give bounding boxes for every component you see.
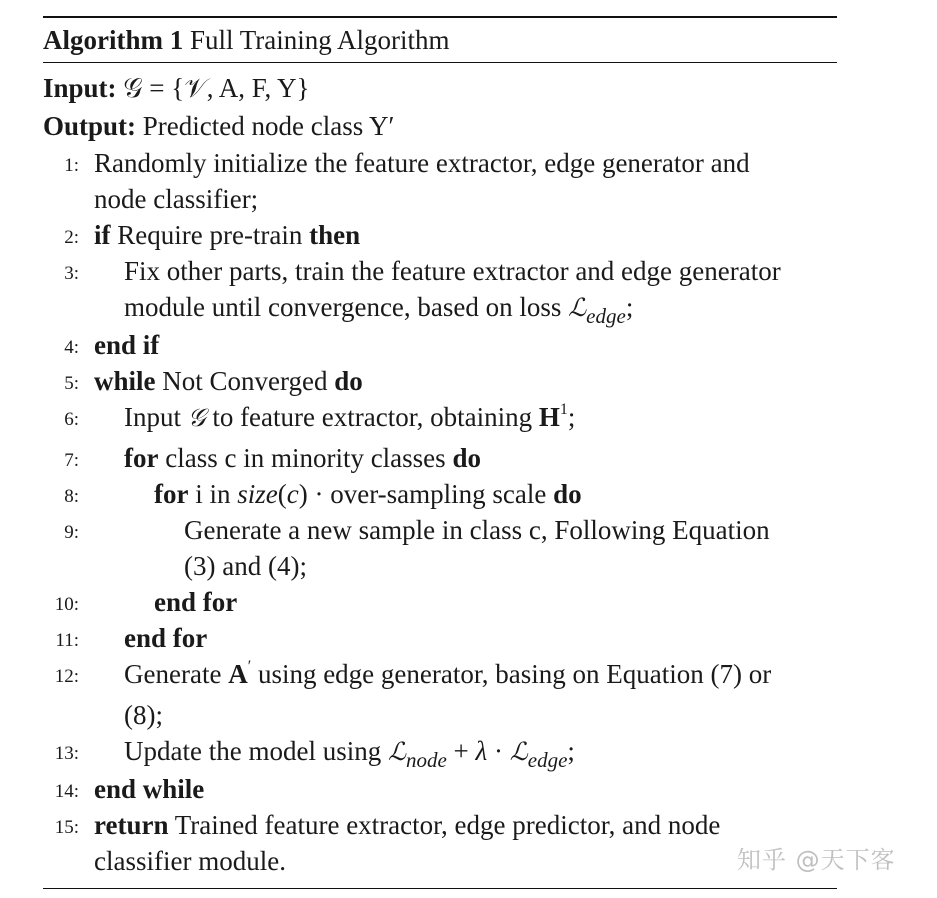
text-segment: ) · over-sampling scale <box>298 479 554 509</box>
algorithm-label: Algorithm 1 <box>43 25 184 55</box>
math-token: edge <box>527 748 568 772</box>
text-segment: i in <box>188 479 238 509</box>
line-text <box>124 292 634 328</box>
math-token: A <box>228 659 248 689</box>
line-number: 7: <box>64 450 79 471</box>
text-segment: (3) and (4); <box>184 551 307 581</box>
line-number: 6: <box>64 409 79 430</box>
bottom-rule <box>43 888 837 889</box>
output-value: Predicted node class Y′ <box>142 111 395 141</box>
line-number: 5: <box>64 373 79 394</box>
text-segment: ; <box>567 736 575 766</box>
algorithm-line <box>43 327 837 363</box>
algorithm-steps <box>43 145 837 879</box>
keyword: if <box>94 220 111 250</box>
line-text <box>124 700 163 730</box>
algorithm-line <box>43 584 837 620</box>
algorithm-line <box>43 363 837 399</box>
text-segment: Input <box>124 402 188 432</box>
text-segment: ( <box>277 479 287 509</box>
text-segment: module until convergence, based on loss <box>124 292 569 322</box>
line-text <box>94 366 363 396</box>
algorithm-body <box>43 63 837 879</box>
input-label: Input: <box>43 73 117 103</box>
line-number: 13: <box>54 743 79 764</box>
algorithm-line <box>43 399 837 440</box>
keyword: do <box>452 443 481 473</box>
line-number: 2: <box>64 227 79 248</box>
text-segment: Require pre-train <box>110 220 310 250</box>
text-segment: Generate <box>124 659 229 689</box>
keyword: for <box>124 443 159 473</box>
text-segment: using edge generator, basing on Equation (7) or <box>251 659 772 689</box>
keyword: end while <box>94 774 205 804</box>
algorithm-line <box>43 217 837 253</box>
algorithm-line <box>43 512 837 548</box>
keyword: while <box>94 366 156 396</box>
text-segment: node classifier; <box>94 184 259 214</box>
output-label: Output: <box>43 111 137 141</box>
line-text <box>94 846 286 876</box>
text-segment: Fix other parts, train the feature extractor and edge generator <box>124 256 781 286</box>
math-token: c <box>286 479 299 509</box>
algorithm-line <box>43 733 837 771</box>
math-token: ℒ <box>509 737 528 766</box>
algorithm-line <box>43 476 837 512</box>
algorithm-line <box>43 289 837 327</box>
line-text <box>184 551 307 581</box>
algorithm-line <box>43 697 837 733</box>
line-text <box>184 515 770 545</box>
line-number: 14: <box>54 781 79 802</box>
keyword: return <box>94 810 169 840</box>
algorithm-line <box>43 253 837 289</box>
math-token: edge <box>586 304 626 328</box>
line-text <box>124 402 575 432</box>
keyword: end for <box>154 587 238 617</box>
algorithm-line <box>43 807 837 843</box>
algorithm-caption <box>43 18 837 62</box>
math-token: size <box>237 479 278 509</box>
line-text <box>94 148 750 178</box>
line-text <box>124 623 207 653</box>
math-token: ℒ <box>387 737 406 766</box>
line-text <box>94 184 258 214</box>
line-text <box>94 330 159 360</box>
keyword: end if <box>94 330 160 360</box>
text-segment: ; <box>567 402 576 432</box>
text-segment: Randomly initialize the feature extractor, edge generator and <box>94 148 750 178</box>
text-segment: Update the model using <box>124 736 388 766</box>
math-token: 1 <box>559 401 568 418</box>
text-segment: (8); <box>124 700 163 730</box>
text-segment: to feature extractor, obtaining <box>205 402 539 432</box>
line-text <box>124 256 781 286</box>
text-segment: Not Converged <box>155 366 335 396</box>
line-text <box>94 810 720 840</box>
text-segment: classifier module. <box>94 846 286 876</box>
math-token: ℒ <box>568 293 587 322</box>
algorithm-line <box>43 145 837 181</box>
text-segment: · <box>487 736 510 766</box>
line-text <box>94 774 204 804</box>
line-text <box>94 220 360 250</box>
line-text <box>124 443 481 473</box>
line-number: 4: <box>64 337 79 358</box>
line-number: 3: <box>64 263 79 284</box>
keyword: do <box>334 366 363 396</box>
algorithm-line <box>43 548 837 584</box>
math-token: ′ <box>247 658 252 675</box>
text-segment: Trained feature extractor, edge predictor, and node <box>168 810 721 840</box>
text-segment: + <box>446 736 476 766</box>
line-number: 10: <box>54 594 79 615</box>
output-line <box>43 107 837 145</box>
text-segment: ; <box>625 292 634 322</box>
algorithm-line <box>43 771 837 807</box>
keyword: do <box>553 479 582 509</box>
keyword: end for <box>124 623 208 653</box>
line-text <box>154 479 582 509</box>
text-segment: Generate a new sample in class c, Following Equation <box>184 515 770 545</box>
line-text <box>154 587 237 617</box>
math-token: H <box>538 402 560 432</box>
algorithm-block <box>43 16 837 889</box>
math-token: 𝒢 <box>187 403 206 432</box>
input-line <box>43 69 837 107</box>
algorithm-line <box>43 620 837 656</box>
line-text <box>124 659 771 689</box>
algorithm-line <box>43 843 837 879</box>
line-number: 12: <box>54 666 79 687</box>
algorithm-title: Full Training Algorithm <box>189 25 450 55</box>
keyword: then <box>309 220 361 250</box>
math-token: λ <box>475 736 488 766</box>
watermark: 知乎 @天下客 <box>737 846 896 874</box>
keyword: for <box>154 479 189 509</box>
line-number: 11: <box>55 630 79 651</box>
math-token: node <box>405 748 447 772</box>
line-number: 15: <box>54 817 79 838</box>
algorithm-line <box>43 181 837 217</box>
algorithm-line <box>43 440 837 476</box>
line-text <box>124 736 575 772</box>
line-number: 8: <box>64 486 79 507</box>
input-value: 𝒢 = {𝒱, A, F, Y} <box>123 73 310 103</box>
algorithm-line <box>43 656 837 697</box>
line-number: 9: <box>64 522 79 543</box>
line-number: 1: <box>64 155 79 176</box>
text-segment: class c in minority classes <box>158 443 453 473</box>
